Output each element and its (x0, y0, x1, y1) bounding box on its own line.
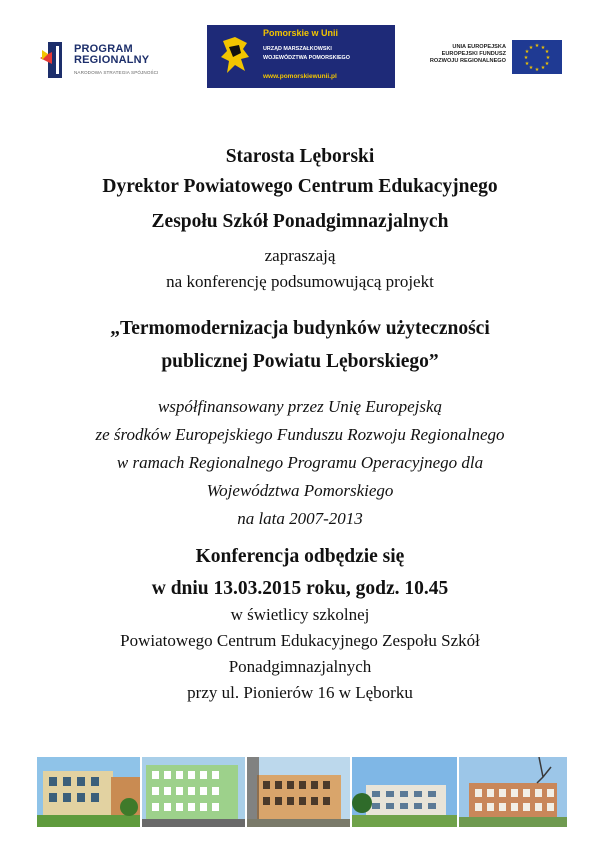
pomorskie-line2: WOJEWÓDZTWA POMORSKIEGO (263, 55, 350, 61)
svg-text:★: ★ (540, 45, 546, 51)
svg-text:★: ★ (528, 45, 534, 51)
logo-bar (0, 0, 600, 110)
svg-text:★: ★ (528, 65, 534, 71)
building-photo-3 (247, 757, 350, 827)
griffin-icon (217, 35, 253, 75)
program-regionalny-logo (38, 40, 178, 82)
funding-line5: na lata 2007-2013 (237, 509, 363, 528)
pomorskie-line1: URZĄD MARSZAŁKOWSKI (263, 46, 332, 52)
location-line4: przy ul. Pionierów 16 w Lęborku (187, 683, 413, 702)
invite-line2: na konferencję podsumowującą projekt (166, 272, 434, 291)
building-photo-2 (142, 757, 245, 827)
building-photo-4 (352, 757, 457, 827)
header-dyrektor: Dyrektor Powiatowego Centrum Edukacyjnego (102, 176, 498, 197)
unia-europejska-logo (418, 38, 563, 80)
program-regionalny-mark-icon (38, 40, 68, 80)
conference-date: w dniu 13.03.2015 roku, godz. 10.45 (151, 578, 449, 599)
funding-line4: Województwa Pomorskiego (206, 481, 394, 500)
building-photo-5 (459, 757, 567, 827)
pomorskie-logo (207, 25, 395, 88)
ue-line1: UNIA EUROPEJSKA (452, 44, 506, 50)
program-regionalny-line1: PROGRAM (74, 43, 133, 55)
building-photo-1 (37, 757, 140, 827)
program-regionalny-line2: REGIONALNY (74, 54, 150, 66)
svg-text:★: ★ (523, 55, 529, 61)
location-line2: Powiatowego Centrum Edukacyjnego Zespołu Szkół (120, 631, 480, 650)
svg-text:★: ★ (540, 65, 546, 71)
svg-text:★: ★ (544, 49, 550, 55)
pomorskie-url: www.pomorskiewunii.pl (263, 73, 337, 80)
project-title-line1: „Termomodernizacja budynków użyteczności (110, 318, 490, 339)
funding-line1: współfinansowany przez Unię Europejską (157, 397, 443, 416)
ue-line2: EUROPEJSKI FUNDUSZ (441, 51, 506, 57)
funding-line2: ze środków Europejskiego Funduszu Rozwoju Regionalnego (95, 425, 505, 444)
project-title-line2: publicznej Powiatu Lęborskiego” (161, 351, 439, 372)
eu-flag-icon (512, 40, 562, 74)
pomorskie-title: Pomorskie w Unii (263, 28, 339, 38)
header-zespol: Zespołu Szkół Ponadgimnazjalnych (151, 211, 449, 232)
header-starosta: Starosta Lęborski (225, 146, 375, 167)
svg-text:★: ★ (524, 61, 530, 67)
svg-text:★: ★ (545, 55, 551, 61)
svg-text:★: ★ (534, 43, 540, 49)
program-regionalny-subtitle: NARODOWA STRATEGIA SPÓJNOŚCI (74, 70, 159, 75)
ue-line3: ROZWOJU REGIONALNEGO (429, 58, 506, 64)
funding-line3: w ramach Regionalnego Programu Operacyjnego dla (116, 453, 484, 472)
svg-text:★: ★ (534, 67, 540, 73)
conference-line1: Konferencja odbędzie się (195, 546, 405, 567)
building-photo-strip (37, 757, 567, 827)
location-line1: w świetlicy szkolnej (230, 605, 370, 624)
invite-line1: zapraszają (264, 246, 336, 265)
location-line3: Ponadgimnazjalnych (228, 657, 372, 676)
svg-text:★: ★ (524, 49, 530, 55)
svg-text:★: ★ (544, 61, 550, 67)
